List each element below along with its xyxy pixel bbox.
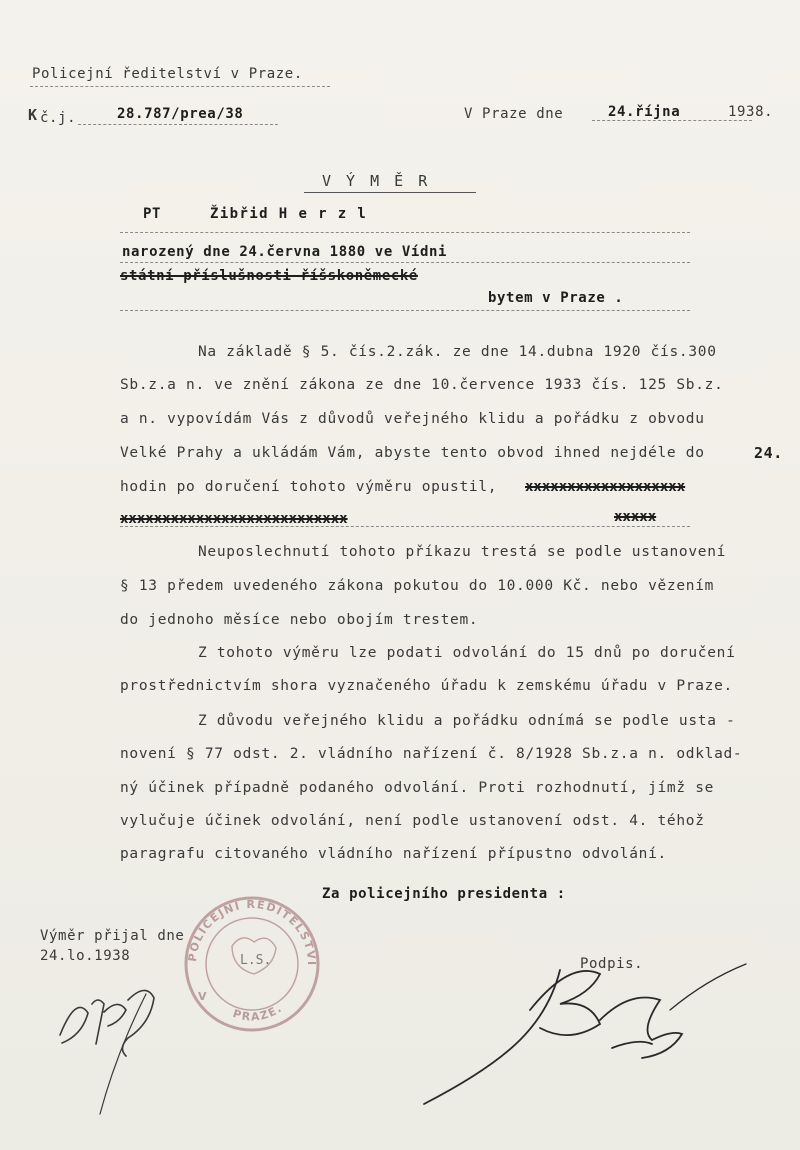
for-president: Za policejního presidenta : — [322, 886, 566, 902]
p2-line-1: Neuposlechnutí tohoto příkazu trestá se podle ustanovení — [198, 544, 727, 560]
place-date-prefix: V Praze dne — [464, 106, 564, 122]
p1-line-5: hodin po doručení tohoto výměru opustil, — [120, 479, 498, 495]
ref-number: 28.787/prea/38 — [117, 106, 244, 122]
p4-line-4: vylučuje účinek odvolání, není podle ustanovení odst. 4. téhož — [120, 813, 705, 829]
p2-line-3: do jednoho měsíce nebo obojím trestem. — [120, 612, 479, 628]
received-date: 24.lo.1938 — [40, 948, 131, 964]
stamp-v: V — [198, 990, 207, 1003]
p2-line-2: § 13 předem uvedeného zákona pokutou do 10.000 Kč. nebo vězením — [120, 578, 715, 594]
p4-line-3: ný účinek případně podaného odvolání. Proti rozhodnutí, jímž se — [120, 780, 715, 796]
p1-line-6-struck-end: xxxxx — [614, 509, 657, 525]
p3-line-1: Z tohoto výměru lze podati odvolání do 15 dnů po doručení — [198, 645, 736, 661]
ls-mark: L.S. — [240, 953, 272, 968]
person-name: Žibřid H e r z l — [210, 206, 368, 222]
ref-label: č.j. — [40, 110, 77, 126]
year: 1938. — [728, 104, 774, 120]
stamp-text: POLICEJNÍ ŘEDITELSTVÍ — [185, 897, 319, 967]
signed-label: Podpis. — [580, 956, 644, 972]
p1-line-2: Sb.z.a n. ve znění zákona ze dne 10.července 1933 čís. 125 Sb.z. — [120, 377, 724, 393]
office-name: Policejní ředitelství v Praze. — [32, 66, 303, 82]
ref-prefix: K — [28, 106, 38, 124]
p1-line-3: a n. vypovídám Vás z důvodů veřejného klidu a pořádku z obvodu — [120, 411, 705, 427]
p1-line-4: Velké Prahy a ukládám Vám, abyste tento obvod ihned nejdéle do — [120, 445, 705, 461]
svg-text:PRAZE. — [231, 1001, 285, 1023]
p1-line-5-struck: xxxxxxxxxxxxxxxxxxx — [525, 479, 686, 495]
person-citizenship-struck: státní příslušnosti říšskoněmecké — [120, 268, 418, 284]
person-residence: bytem v Praze . — [488, 290, 624, 306]
p4-line-2: novení § 77 odst. 2. vládního nařízení č. 8/1928 Sb.z.a n. odklad- — [120, 746, 743, 762]
official-stamp — [186, 898, 318, 1030]
recipient-signature — [60, 990, 154, 1114]
person-prefix: PT — [143, 206, 162, 222]
person-born: narozený dne 24.června 1880 ve Vídni — [122, 244, 448, 260]
p1-hours: 24. — [754, 444, 783, 462]
received-label: Výměr přijal dne — [40, 928, 185, 944]
document-title: V Ý M Ě R — [322, 172, 431, 190]
p3-line-2: prostřednictvím shora vyznačeného úřadu k zemskému úřadu v Praze. — [120, 678, 733, 694]
date-day-month: 24.října — [608, 104, 681, 120]
p1-line-6-struck: xxxxxxxxxxxxxxxxxxxxxxxxxxx — [120, 511, 348, 527]
p4-line-5: paragrafu citovaného vládního nařízení přípustno odvolání. — [120, 846, 667, 862]
p1-line-1: Na základě § 5. čís.2.zák. ze dne 14.dubna 1920 čís.300 — [198, 344, 717, 360]
president-signature — [424, 964, 746, 1104]
stamp-city: PRAZE. — [231, 1001, 285, 1024]
p4-line-1: Z důvodu veřejného klidu a pořádku odnímá se podle usta - — [198, 713, 736, 729]
